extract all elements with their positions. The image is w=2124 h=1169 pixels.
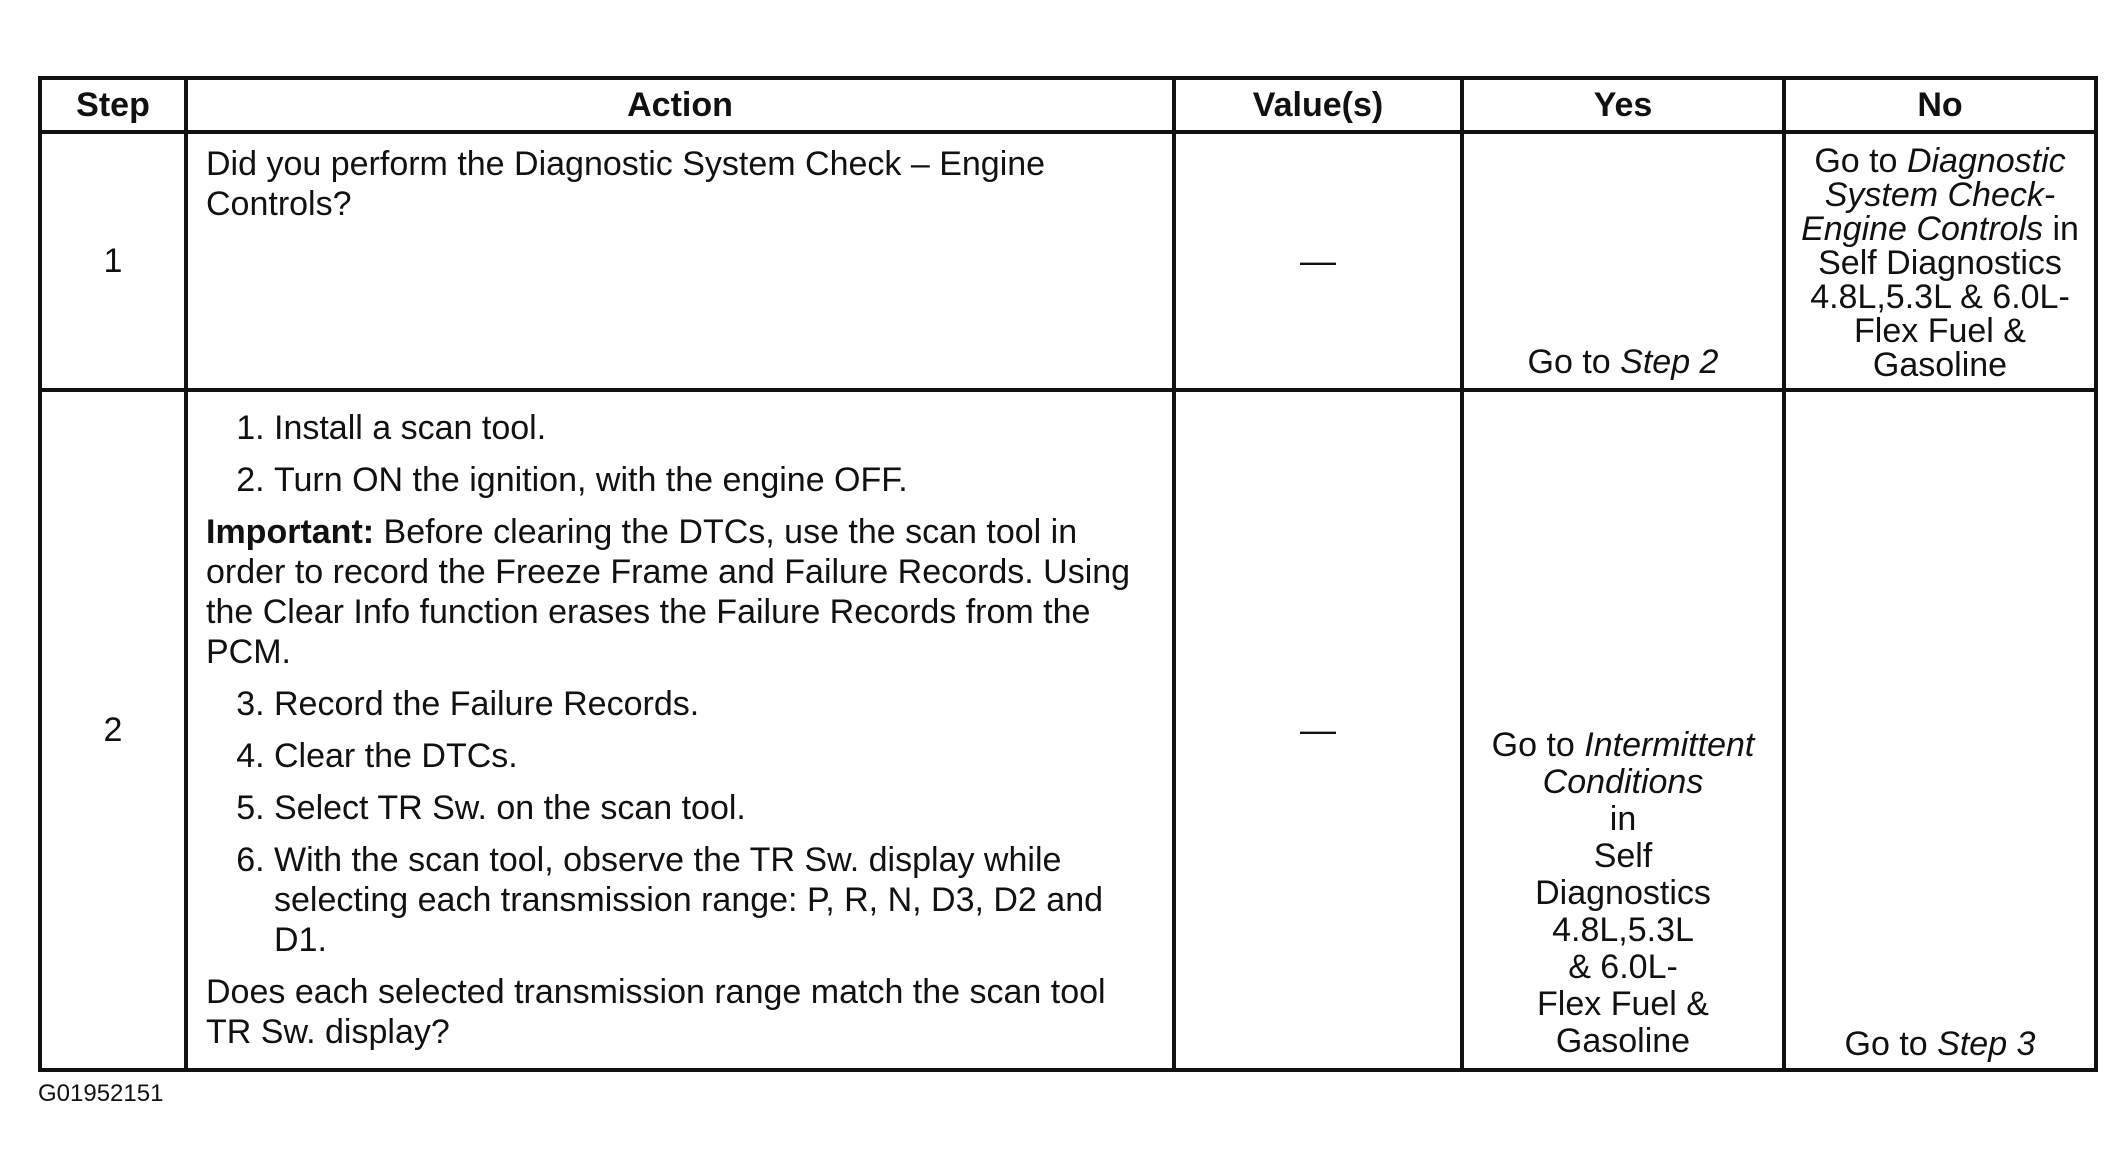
header-step: Step bbox=[40, 78, 186, 132]
instruction-list bbox=[206, 408, 1154, 500]
no-cell bbox=[1784, 390, 2096, 1070]
header-no: No bbox=[1784, 78, 2096, 132]
instruction-item: 2. Turn ON the ignition, with the engine OFF. bbox=[274, 460, 1154, 500]
no-suffix: in Self Diagnostics 4.8L,5.3L & 6.0L-Flex Fuel & Gasoline bbox=[1810, 210, 2079, 384]
header-action: Action bbox=[186, 78, 1174, 132]
yes-suffix-line: Gasoline bbox=[1555, 1022, 1691, 1060]
instruction-item: 1. Install a scan tool. bbox=[274, 408, 1154, 448]
instruction-item: 4. Clear the DTCs. bbox=[274, 736, 1154, 776]
diagnostic-table bbox=[38, 76, 2098, 1072]
values-cell: — bbox=[1174, 390, 1462, 1070]
instruction-item: 3. Record the Failure Records. bbox=[274, 684, 1154, 724]
important-note bbox=[206, 512, 1154, 672]
important-text: Before clearing the DTCs, use the scan tool in order to record the Freeze Frame and Failure Records. Using the Clear Info function erases the Failure Records from the PCM. bbox=[206, 513, 1131, 671]
values-cell: — bbox=[1174, 132, 1462, 390]
action-cell bbox=[186, 132, 1174, 390]
instruction-item: 6. With the scan tool, observe the TR Sw. display while selecting each transmission range: P, R, N, D3, D2 and D1. bbox=[274, 840, 1154, 960]
yes-prefix: Go to bbox=[1527, 343, 1611, 381]
question-text: Does each selected transmission range match the scan tool TR Sw. display? bbox=[206, 973, 1106, 1051]
yes-prefix: Go to bbox=[1491, 726, 1575, 764]
step-link[interactable]: Step 2 bbox=[1620, 343, 1719, 381]
no-cell bbox=[1784, 132, 2096, 390]
yes-suffix-line: Self bbox=[1593, 837, 1653, 875]
procedure-link[interactable]: Diagnostic System Check-Engine Controls bbox=[1801, 142, 2066, 248]
action-cell bbox=[186, 390, 1174, 1070]
yes-cell bbox=[1462, 132, 1784, 390]
header-yes: Yes bbox=[1462, 78, 1784, 132]
yes-suffix-line: Diagnostics bbox=[1535, 874, 1711, 912]
header-row bbox=[40, 78, 2096, 132]
yes-suffix-line: Flex Fuel & bbox=[1537, 985, 1709, 1023]
table-row bbox=[40, 132, 2096, 390]
instruction-item: 5. Select TR Sw. on the scan tool. bbox=[274, 788, 1154, 828]
step-link[interactable]: Step 3 bbox=[1937, 1025, 2036, 1063]
no-prefix: Go to bbox=[1814, 142, 1898, 180]
no-prefix: Go to bbox=[1844, 1025, 1928, 1063]
header-values: Value(s) bbox=[1174, 78, 1462, 132]
instruction-list bbox=[206, 684, 1154, 960]
step-number: 1 bbox=[40, 132, 186, 390]
procedure-link[interactable]: Intermittent Conditions bbox=[1542, 726, 1755, 801]
action-text: Did you perform the Diagnostic System Check – Engine Controls? bbox=[206, 145, 1046, 223]
yes-cell bbox=[1462, 390, 1784, 1070]
important-label: Important: bbox=[206, 513, 375, 551]
step-number: 2 bbox=[40, 390, 186, 1070]
yes-suffix-line: 4.8L,5.3L bbox=[1552, 911, 1694, 949]
yes-suffix-line: & 6.0L- bbox=[1568, 948, 1678, 986]
yes-suffix-line: in bbox=[1609, 800, 1637, 838]
table-row bbox=[40, 390, 2096, 1070]
figure-id: G01952151 bbox=[38, 1080, 164, 1107]
